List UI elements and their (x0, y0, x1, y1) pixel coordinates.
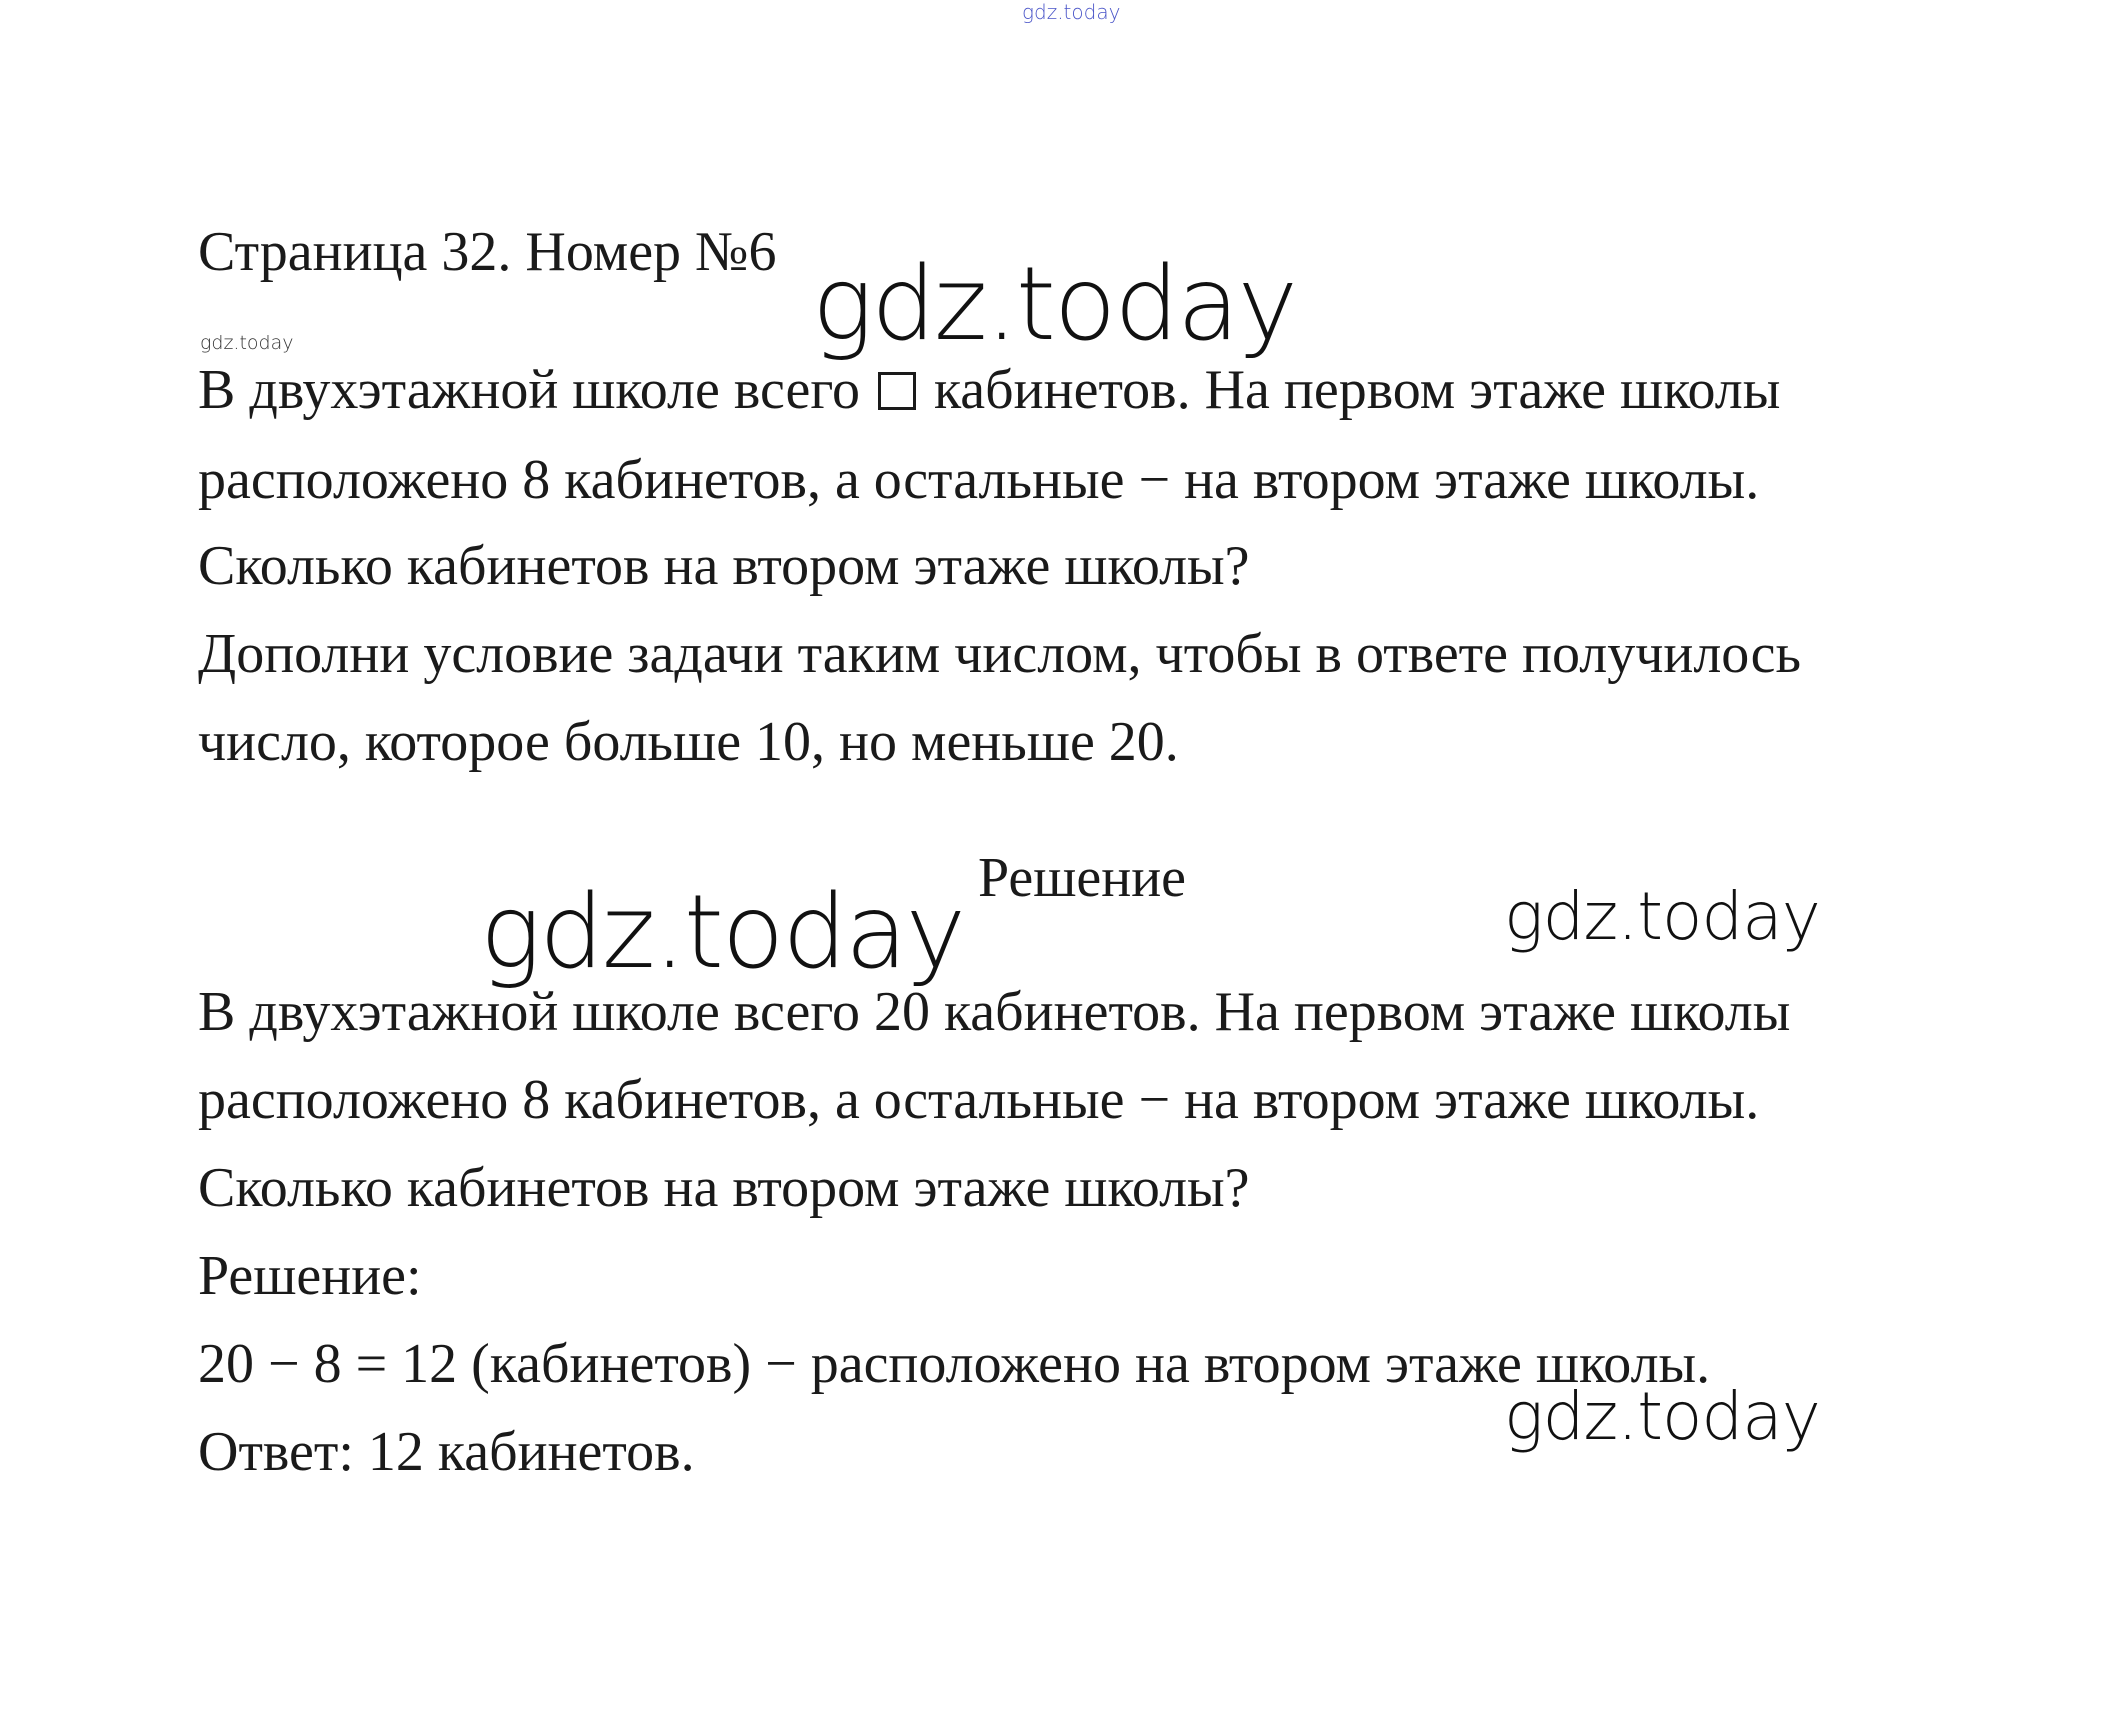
problem-line-2: расположено 8 кабинетов, а остальные − на втором этаже школы. (198, 449, 1760, 511)
problem-line-1 (198, 359, 1781, 421)
blank-box-icon (878, 372, 916, 410)
problem-line-3: Сколько кабинетов на втором этаже школы? (198, 535, 1250, 597)
problem-line-1-start: В двухэтажной школе всего (198, 359, 860, 421)
page-title: Страница 32. Номер №6 (198, 221, 777, 283)
watermark-medium: gdz.today (1504, 878, 1820, 955)
problem-line-4: Дополни условие задачи таким числом, чтобы в ответе получилось (198, 623, 1802, 685)
watermark-large: gdz.today (812, 245, 1296, 364)
watermark-small: gdz.today (200, 332, 294, 354)
watermark-top: gdz.today (1022, 0, 1121, 24)
watermark-medium: gdz.today (1504, 1378, 1820, 1455)
problem-line-1-end: кабинетов. На первом этаже школы (933, 359, 1781, 421)
answer-line: Ответ: 12 кабинетов. (198, 1421, 695, 1483)
problem-line-5: число, которое больше 10, но меньше 20. (198, 711, 1179, 773)
solution-line-3: Сколько кабинетов на втором этаже школы? (198, 1157, 1250, 1219)
solution-line-4: Решение: (198, 1245, 422, 1307)
solution-line-1: В двухэтажной школе всего 20 кабинетов. На первом этаже школы (198, 981, 1791, 1043)
watermark-large: gdz.today (480, 873, 964, 992)
solution-heading: Решение (978, 847, 1187, 909)
solution-line-2: расположено 8 кабинетов, а остальные − на втором этаже школы. (198, 1069, 1760, 1131)
solution-line-5: 20 − 8 = 12 (кабинетов) − расположено на втором этаже школы. (198, 1333, 1711, 1395)
